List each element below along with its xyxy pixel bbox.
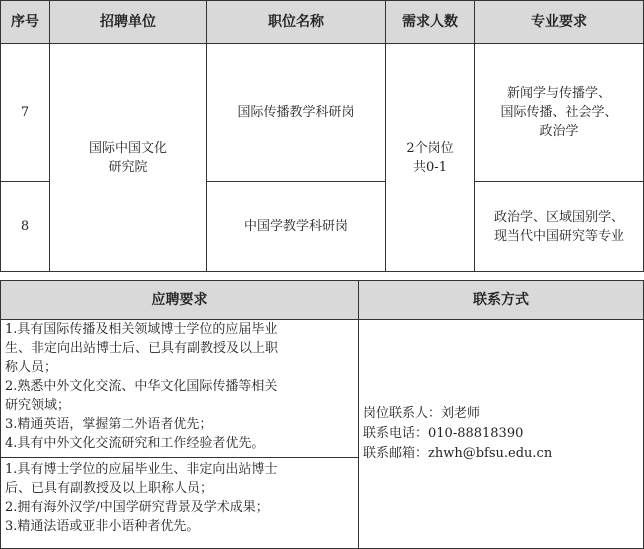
req-line: 1.具有博士学位的应届毕业生、非定向出站博士 (5, 462, 278, 477)
major-line: 政治学 (539, 124, 579, 139)
header-unit: 招聘单位 (49, 0, 207, 44)
header-requirements: 应聘要求 (0, 280, 359, 320)
header-seq: 序号 (0, 0, 50, 44)
header-demand: 需求人数 (385, 0, 475, 44)
major-line: 新闻学与传播学、 (506, 86, 611, 101)
req-line: 2.熟悉中外文化交流、中华文化国际传播等相关 (5, 379, 278, 394)
demand-cell (385, 43, 475, 272)
demand-line: 共0-1 (413, 159, 447, 175)
req-line: 2.拥有海外汉学/中国学研究背景及学术成果； (5, 500, 269, 515)
contact-cell (358, 319, 644, 549)
req-line: 1.具有国际传播及相关领域博士学位的应届毕业 (5, 322, 278, 337)
req-line: 研究领域； (5, 398, 71, 413)
major-line: 政治学、区域国别学、 (493, 209, 624, 225)
req-line: 称人员； (5, 360, 58, 375)
req-line: 后、已具有副教授及以上职称人员； (5, 481, 214, 496)
req-line: 4.具有中外文化交流研究和工作经验者优先。 (5, 436, 265, 451)
unit-cell (49, 43, 207, 272)
contact-phone: 联系电话：010-88818390 (363, 426, 524, 441)
row8-seq: 8 (0, 181, 50, 272)
req-line: 生、非定向出站博士后、已具有副教授及以上职 (5, 341, 279, 356)
header-position: 职位名称 (206, 0, 386, 44)
unit-line: 国际中国文化 (88, 140, 167, 156)
header-contact: 联系方式 (358, 280, 644, 320)
major-line: 现当代中国研究等专业 (493, 228, 624, 244)
row7-major (474, 43, 644, 182)
row7-position: 国际传播教学科研岗 (206, 43, 386, 182)
unit-line: 研究院 (108, 159, 148, 175)
row8-major (474, 181, 644, 272)
demand-line: 2个岗位 (406, 140, 454, 156)
req-line: 3.精通英语，掌握第二外语者优先； (5, 417, 213, 432)
contact-person: 岗位联系人：刘老师 (363, 406, 481, 421)
row8-position: 中国学教学科研岗 (206, 181, 386, 272)
major-line: 国际传播、社会学、 (500, 105, 618, 120)
header-major: 专业要求 (474, 0, 644, 44)
requirements-block-1 (0, 319, 359, 458)
contact-email: 联系邮箱：zhwh@bfsu.edu.cn (363, 446, 553, 461)
requirements-block-2 (0, 457, 359, 549)
row7-seq: 7 (0, 43, 50, 182)
req-line: 3.精通法语或亚非小语种者优先。 (5, 519, 200, 534)
